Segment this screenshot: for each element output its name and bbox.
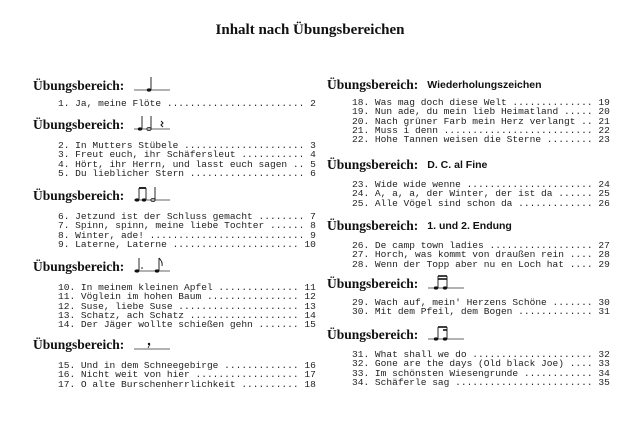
list-item[interactable]: 22. Hohe Tannen weisen die Sterne ........ 23 [352, 134, 610, 146]
list-item[interactable]: 12. Suse, liebe Suse ..................... 13 [58, 300, 316, 312]
eighth-pair-half-icon [132, 185, 172, 205]
section-label: Übungsbereich: [327, 327, 419, 342]
entry-list [352, 350, 610, 387]
list-item[interactable]: 26. De camp town ladies .................. 27 [352, 240, 610, 251]
list-item[interactable]: 34. Schäferle sag ........................ 35 [352, 376, 610, 388]
section-heading [327, 215, 512, 233]
entry-list [58, 141, 316, 178]
list-item[interactable]: 4. Hört, ihr Herrn, und lasst euch sagen .. 5 [58, 158, 316, 170]
sixteenth-pair-icon [426, 273, 466, 293]
section-subtitle: 1. und 2. Endung [427, 220, 512, 232]
section-label: Übungsbereich: [33, 259, 125, 274]
list-item[interactable]: 7. Spinn, spinn, meine liebe Tochter ...... 8 [58, 220, 316, 232]
section-subtitle: Wiederholungszeichen [427, 79, 542, 91]
list-item[interactable]: 25. Alle Vögel sind schon da ............. 26 [352, 197, 610, 209]
section-label: Übungsbereich: [33, 188, 125, 203]
list-item[interactable]: 23. Wide wide wenne ...................... 24 [352, 179, 610, 190]
list-item[interactable]: 29. Wach auf, mein' Herzens Schöne ....... 30 [352, 297, 610, 308]
list-item[interactable]: 18. Was mag doch diese Welt .............. 19 [352, 97, 610, 108]
eighth-sixteenth-icon [426, 324, 466, 344]
section-heading [33, 114, 172, 132]
quarter-note-icon [132, 75, 172, 95]
list-item[interactable]: 20. Nach grüner Farb mein Herz verlangt .. 21 [352, 115, 610, 127]
section-heading [33, 185, 172, 203]
list-item[interactable]: 27. Horch, was kommt von draußen rein .... 28 [352, 249, 610, 261]
list-item[interactable]: 32. Gone are the days (Old black Joe) .... 33 [352, 358, 610, 370]
list-item[interactable]: 6. Jetzund ist der Schluss gemacht ........ 7 [58, 211, 316, 222]
list-item[interactable]: 24. A, a, a, der Winter, der ist da ...... 25 [352, 188, 610, 200]
section-heading [327, 324, 466, 342]
section-label: Übungsbereich: [327, 276, 419, 291]
list-item[interactable]: 30. Mit dem Pfeil, dem Bogen ............. 31 [352, 306, 610, 318]
section-label: Übungsbereich: [33, 78, 125, 93]
section-heading [33, 75, 172, 93]
list-item[interactable]: 10. In meinem kleinen Apfel .............. 11 [58, 282, 316, 293]
section-heading [33, 334, 172, 352]
list-item[interactable]: 21. Muss i denn .......................... 22 [352, 124, 610, 136]
list-item[interactable]: 19. Nun ade, du mein lieb Heimatland ..... 20 [352, 106, 610, 118]
list-item[interactable]: 31. What shall we do ..................... 32 [352, 349, 610, 360]
entry-list [58, 283, 316, 329]
list-item[interactable]: 15. Und in dem Schneegebirge ............. 16 [58, 360, 316, 371]
section-heading [327, 154, 487, 172]
entry-list [58, 212, 316, 249]
eighth-rest-icon [132, 334, 172, 354]
list-item[interactable]: 17. O alte Burschenherrlichkeit .......... 18 [58, 378, 316, 390]
list-item[interactable]: 3. Freut euch, ihr Schäfersleut ........... 4 [58, 149, 316, 161]
section-heading [327, 273, 466, 291]
dotted-quarter-eighth-icon [132, 256, 172, 276]
section-heading [33, 256, 172, 274]
entry-list [352, 180, 610, 208]
entry-list [58, 99, 316, 108]
entry-list [352, 241, 610, 269]
section-label: Übungsbereich: [33, 117, 125, 132]
list-item[interactable]: 9. Laterne, Laterne ...................... 10 [58, 238, 316, 250]
list-item[interactable]: 13. Schatz, ach Schatz ................... 14 [58, 309, 316, 321]
list-item[interactable]: 2. In Mutters Stübele ..................... 3 [58, 140, 316, 151]
section-label: Übungsbereich: [327, 77, 419, 92]
list-item[interactable]: 5. Du lieblicher Stern .................... 6 [58, 167, 316, 179]
page-title: Inhalt nach Übungsbereichen [215, 22, 405, 38]
section-heading [327, 74, 542, 92]
section-label: Übungsbereich: [327, 218, 419, 233]
entry-list [352, 298, 610, 317]
list-item[interactable]: 1. Ja, meine Flöte ........................ 2 [58, 98, 316, 109]
section-label: Übungsbereich: [327, 157, 419, 172]
list-item[interactable]: 16. Nicht weit von hier .................. 17 [58, 369, 316, 381]
list-item[interactable]: 28. Wenn der Topp aber nu en Loch hat .... 29 [352, 258, 610, 270]
list-item[interactable]: 14. Der Jäger wollte schießen gehn ....... 15 [58, 319, 316, 331]
quarter-half-rest-icon [132, 114, 172, 134]
list-item[interactable]: 8. Winter, ade! ........................... 9 [58, 229, 316, 241]
entry-list [352, 98, 610, 144]
list-item[interactable]: 33. Im schönsten Wiesengrunde ............ 34 [352, 367, 610, 379]
section-subtitle: D. C. al Fine [427, 159, 488, 171]
entry-list [58, 361, 316, 389]
section-label: Übungsbereich: [33, 337, 125, 352]
list-item[interactable]: 11. Vöglein im hohen Baum ................ 12 [58, 291, 316, 303]
